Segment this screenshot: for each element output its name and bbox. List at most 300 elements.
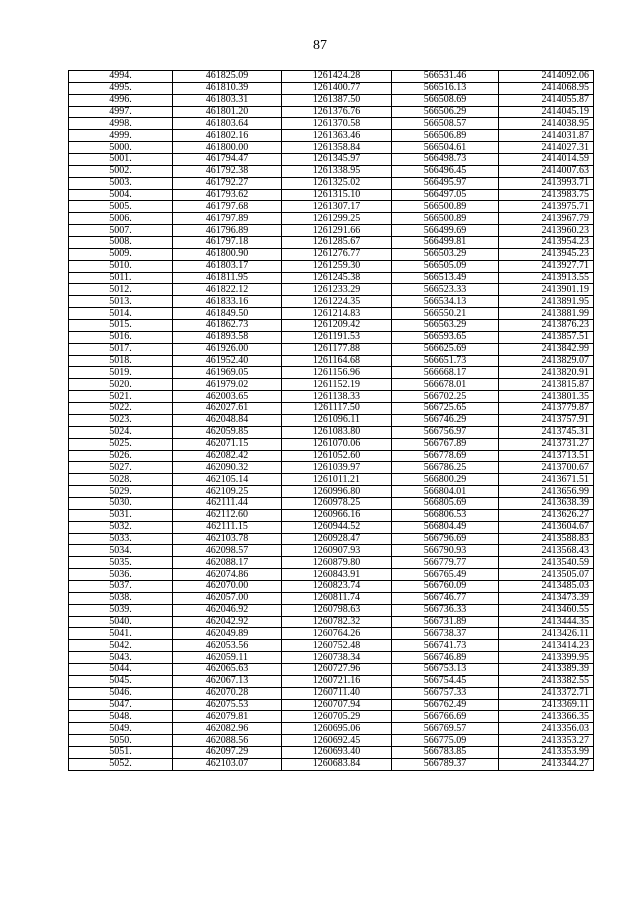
point-number-cell: 5030. xyxy=(69,497,173,509)
point-number-cell: 5027. xyxy=(69,462,173,474)
coordinate-cell: 1260966.16 xyxy=(282,509,392,521)
point-number-cell: 5005. xyxy=(69,201,173,213)
coordinate-cell: 2414045.19 xyxy=(499,106,594,118)
coordinate-cell: 1260693.40 xyxy=(282,746,392,758)
table-row xyxy=(69,106,594,118)
coordinate-cell: 566775.09 xyxy=(392,735,499,747)
coordinate-cell: 566506.29 xyxy=(392,106,499,118)
coordinate-cell: 2413444.35 xyxy=(499,616,594,628)
coordinate-cell: 1261307.17 xyxy=(282,201,392,213)
table-row xyxy=(69,118,594,130)
coordinate-cell: 566800.29 xyxy=(392,474,499,486)
coordinate-cell: 2413671.51 xyxy=(499,474,594,486)
coordinate-cell: 1261177.88 xyxy=(282,343,392,355)
table-row xyxy=(69,557,594,569)
coordinate-cell: 566702.25 xyxy=(392,391,499,403)
coordinate-cell: 2413372.71 xyxy=(499,687,594,699)
point-number-cell: 5009. xyxy=(69,248,173,260)
coordinate-cell: 2413473.39 xyxy=(499,592,594,604)
coordinate-cell: 2413505.07 xyxy=(499,569,594,581)
coordinate-cell: 461822.12 xyxy=(173,284,282,296)
coordinate-cell: 566513.49 xyxy=(392,272,499,284)
coordinate-cell: 566500.89 xyxy=(392,213,499,225)
coordinate-cell: 462111.44 xyxy=(173,497,282,509)
point-number-cell: 5024. xyxy=(69,426,173,438)
coordinate-cell: 461833.16 xyxy=(173,296,282,308)
coordinate-cell: 2413638.39 xyxy=(499,497,594,509)
point-number-cell: 5037. xyxy=(69,580,173,592)
table-row xyxy=(69,403,594,415)
coordinate-cell: 566736.33 xyxy=(392,604,499,616)
point-number-cell: 5045. xyxy=(69,675,173,687)
coordinate-cell: 461811.95 xyxy=(173,272,282,284)
point-number-cell: 5017. xyxy=(69,343,173,355)
point-number-cell: 5035. xyxy=(69,557,173,569)
coordinate-cell: 2413913.55 xyxy=(499,272,594,284)
coordinate-cell: 1260705.29 xyxy=(282,711,392,723)
coordinate-cell: 1261233.29 xyxy=(282,284,392,296)
coordinate-cell: 2413485.03 xyxy=(499,580,594,592)
coordinate-cell: 1261376.76 xyxy=(282,106,392,118)
coordinate-cell: 461797.68 xyxy=(173,201,282,213)
point-number-cell: 5040. xyxy=(69,616,173,628)
point-number-cell: 5025. xyxy=(69,438,173,450)
point-number-cell: 5047. xyxy=(69,699,173,711)
coordinate-cell: 1261387.50 xyxy=(282,94,392,106)
coordinate-cell: 566804.49 xyxy=(392,521,499,533)
point-number-cell: 5028. xyxy=(69,474,173,486)
coordinate-cell: 461952.40 xyxy=(173,355,282,367)
coordinate-cell: 461792.38 xyxy=(173,165,282,177)
point-number-cell: 5020. xyxy=(69,379,173,391)
point-number-cell: 5046. xyxy=(69,687,173,699)
coordinate-cell: 1261338.95 xyxy=(282,165,392,177)
coordinate-cell: 566738.37 xyxy=(392,628,499,640)
point-number-cell: 5004. xyxy=(69,189,173,201)
table-row xyxy=(69,165,594,177)
table-row xyxy=(69,450,594,462)
coordinate-cell: 566508.69 xyxy=(392,94,499,106)
table-row xyxy=(69,296,594,308)
coordinate-cell: 566497.05 xyxy=(392,189,499,201)
coordinate-cell: 566765.49 xyxy=(392,569,499,581)
coordinate-cell: 1260928.47 xyxy=(282,533,392,545)
coordinate-cell: 1260711.40 xyxy=(282,687,392,699)
table-row xyxy=(69,308,594,320)
table-row xyxy=(69,379,594,391)
coordinate-cell: 2413945.23 xyxy=(499,248,594,260)
coordinate-cell: 461793.62 xyxy=(173,189,282,201)
coordinate-cell: 462082.42 xyxy=(173,450,282,462)
coordinate-cell: 566496.45 xyxy=(392,165,499,177)
coordinate-cell: 566778.69 xyxy=(392,450,499,462)
point-number-cell: 5022. xyxy=(69,403,173,415)
coordinate-cell: 1260707.94 xyxy=(282,699,392,711)
coordinates-table xyxy=(68,70,594,771)
coordinate-cell: 566503.29 xyxy=(392,248,499,260)
coordinate-cell: 1260683.84 xyxy=(282,758,392,770)
coordinate-cell: 462112.60 xyxy=(173,509,282,521)
point-number-cell: 5010. xyxy=(69,260,173,272)
coordinate-cell: 462098.57 xyxy=(173,545,282,557)
coordinate-cell: 566746.77 xyxy=(392,592,499,604)
coordinate-cell: 461803.64 xyxy=(173,118,282,130)
coordinate-cell: 462067.13 xyxy=(173,675,282,687)
coordinate-cell: 462059.11 xyxy=(173,652,282,664)
coordinate-cell: 2413820.91 xyxy=(499,367,594,379)
coordinate-cell: 2414055.87 xyxy=(499,94,594,106)
point-number-cell: 5049. xyxy=(69,723,173,735)
point-number-cell: 5012. xyxy=(69,284,173,296)
coordinate-cell: 2413568.43 xyxy=(499,545,594,557)
coordinate-cell: 2413460.55 xyxy=(499,604,594,616)
coordinate-cell: 2413901.19 xyxy=(499,284,594,296)
coordinate-cell: 566762.49 xyxy=(392,699,499,711)
table-row xyxy=(69,260,594,272)
point-number-cell: 5029. xyxy=(69,486,173,498)
coordinate-cell: 566779.77 xyxy=(392,557,499,569)
coordinate-cell: 2414007.63 xyxy=(499,165,594,177)
coordinate-cell: 461794.47 xyxy=(173,154,282,166)
table-row xyxy=(69,711,594,723)
table-row xyxy=(69,177,594,189)
coordinate-cell: 566806.53 xyxy=(392,509,499,521)
coordinate-cell: 462111.15 xyxy=(173,521,282,533)
coordinate-cell: 462059.85 xyxy=(173,426,282,438)
coordinate-cell: 461825.09 xyxy=(173,71,282,83)
coordinate-cell: 2413626.27 xyxy=(499,509,594,521)
coordinate-cell: 2413414.23 xyxy=(499,640,594,652)
coordinate-cell: 566506.89 xyxy=(392,130,499,142)
coordinate-cell: 461801.20 xyxy=(173,106,282,118)
table-row xyxy=(69,628,594,640)
coordinate-cell: 2413927.71 xyxy=(499,260,594,272)
point-number-cell: 5000. xyxy=(69,142,173,154)
table-row xyxy=(69,592,594,604)
table-row xyxy=(69,604,594,616)
point-number-cell: 5048. xyxy=(69,711,173,723)
coordinate-cell: 566516.13 xyxy=(392,82,499,94)
coordinate-cell: 462088.56 xyxy=(173,735,282,747)
coordinate-cell: 2413356.03 xyxy=(499,723,594,735)
coordinate-cell: 2413829.07 xyxy=(499,355,594,367)
coordinate-cell: 566753.13 xyxy=(392,663,499,675)
table-row xyxy=(69,272,594,284)
table-row xyxy=(69,201,594,213)
point-number-cell: 4999. xyxy=(69,130,173,142)
point-number-cell: 5023. xyxy=(69,414,173,426)
coordinate-cell: 462049.89 xyxy=(173,628,282,640)
coordinate-cell: 462082.96 xyxy=(173,723,282,735)
coordinate-cell: 566534.13 xyxy=(392,296,499,308)
coordinate-cell: 1261299.25 xyxy=(282,213,392,225)
coordinate-cell: 566741.73 xyxy=(392,640,499,652)
coordinate-cell: 2413382.55 xyxy=(499,675,594,687)
coordinate-cell: 2413700.67 xyxy=(499,462,594,474)
point-number-cell: 5043. xyxy=(69,652,173,664)
coordinate-cell: 1261214.83 xyxy=(282,308,392,320)
coordinate-cell: 2413426.11 xyxy=(499,628,594,640)
table-row xyxy=(69,94,594,106)
coordinate-cell: 2413993.71 xyxy=(499,177,594,189)
coordinate-cell: 1261245.38 xyxy=(282,272,392,284)
coordinate-cell: 1260944.52 xyxy=(282,521,392,533)
coordinate-cell: 1261011.21 xyxy=(282,474,392,486)
coordinate-cell: 1260721.16 xyxy=(282,675,392,687)
point-number-cell: 5001. xyxy=(69,154,173,166)
point-number-cell: 4994. xyxy=(69,71,173,83)
coordinate-cell: 566499.69 xyxy=(392,225,499,237)
coordinate-cell: 461803.31 xyxy=(173,94,282,106)
coordinate-cell: 566550.21 xyxy=(392,308,499,320)
coordinate-cell: 566760.09 xyxy=(392,580,499,592)
coordinate-cell: 2413891.95 xyxy=(499,296,594,308)
coordinate-cell: 1261152.19 xyxy=(282,379,392,391)
coordinates-table-body xyxy=(69,71,594,771)
coordinate-cell: 566508.57 xyxy=(392,118,499,130)
coordinate-cell: 2413815.87 xyxy=(499,379,594,391)
coordinate-cell: 2413540.59 xyxy=(499,557,594,569)
point-number-cell: 5050. xyxy=(69,735,173,747)
point-number-cell: 5034. xyxy=(69,545,173,557)
coordinate-cell: 566766.69 xyxy=(392,711,499,723)
coordinate-cell: 1261117.50 xyxy=(282,403,392,415)
coordinate-cell: 461926.00 xyxy=(173,343,282,355)
coordinate-cell: 1261083.80 xyxy=(282,426,392,438)
coordinate-cell: 461796.89 xyxy=(173,225,282,237)
coordinate-cell: 1261259.30 xyxy=(282,260,392,272)
table-row xyxy=(69,509,594,521)
point-number-cell: 5036. xyxy=(69,569,173,581)
point-number-cell: 5031. xyxy=(69,509,173,521)
table-row xyxy=(69,237,594,249)
point-number-cell: 5026. xyxy=(69,450,173,462)
table-row xyxy=(69,652,594,664)
coordinate-cell: 1261191.53 xyxy=(282,331,392,343)
point-number-cell: 5016. xyxy=(69,331,173,343)
point-number-cell: 5033. xyxy=(69,533,173,545)
coordinate-cell: 566754.45 xyxy=(392,675,499,687)
coordinate-cell: 2413389.39 xyxy=(499,663,594,675)
coordinate-cell: 1261400.77 xyxy=(282,82,392,94)
coordinate-cell: 2413757.91 xyxy=(499,414,594,426)
coordinate-cell: 462075.53 xyxy=(173,699,282,711)
coordinate-cell: 462053.56 xyxy=(173,640,282,652)
point-number-cell: 5041. xyxy=(69,628,173,640)
coordinate-cell: 1260996.80 xyxy=(282,486,392,498)
table-row xyxy=(69,486,594,498)
coordinate-cell: 566805.69 xyxy=(392,497,499,509)
coordinate-cell: 1260752.48 xyxy=(282,640,392,652)
coordinate-cell: 1260738.34 xyxy=(282,652,392,664)
table-row xyxy=(69,367,594,379)
coordinate-cell: 566678.01 xyxy=(392,379,499,391)
coordinate-cell: 566796.69 xyxy=(392,533,499,545)
table-row xyxy=(69,758,594,770)
coordinate-cell: 1261325.02 xyxy=(282,177,392,189)
table-row xyxy=(69,533,594,545)
coordinate-cell: 566769.57 xyxy=(392,723,499,735)
coordinate-cell: 566505.09 xyxy=(392,260,499,272)
coordinate-cell: 1261039.97 xyxy=(282,462,392,474)
table-row xyxy=(69,331,594,343)
coordinate-cell: 2413604.67 xyxy=(499,521,594,533)
coordinate-cell: 1260692.45 xyxy=(282,735,392,747)
coordinate-cell: 462109.25 xyxy=(173,486,282,498)
coordinate-cell: 1261370.58 xyxy=(282,118,392,130)
coordinate-cell: 566767.89 xyxy=(392,438,499,450)
coordinate-cell: 462048.84 xyxy=(173,414,282,426)
coordinate-cell: 461800.90 xyxy=(173,248,282,260)
coordinate-cell: 2413779.87 xyxy=(499,403,594,415)
coordinate-cell: 1261070.06 xyxy=(282,438,392,450)
coordinate-cell: 2413983.75 xyxy=(499,189,594,201)
coordinate-cell: 2413366.35 xyxy=(499,711,594,723)
coordinate-cell: 1260823.74 xyxy=(282,580,392,592)
coordinate-cell: 1261424.28 xyxy=(282,71,392,83)
coordinate-cell: 2413881.99 xyxy=(499,308,594,320)
coordinate-cell: 1260764.26 xyxy=(282,628,392,640)
coordinate-cell: 461979.02 xyxy=(173,379,282,391)
coordinate-cell: 2414027.31 xyxy=(499,142,594,154)
coordinate-cell: 462103.78 xyxy=(173,533,282,545)
coordinate-cell: 2413369.11 xyxy=(499,699,594,711)
point-number-cell: 4997. xyxy=(69,106,173,118)
table-row xyxy=(69,640,594,652)
point-number-cell: 5006. xyxy=(69,213,173,225)
coordinate-cell: 1261291.66 xyxy=(282,225,392,237)
point-number-cell: 5019. xyxy=(69,367,173,379)
coordinate-cell: 1261052.60 xyxy=(282,450,392,462)
table-row xyxy=(69,687,594,699)
coordinate-cell: 566786.25 xyxy=(392,462,499,474)
coordinate-cell: 1260907.93 xyxy=(282,545,392,557)
coordinate-cell: 462105.14 xyxy=(173,474,282,486)
coordinate-cell: 2413876.23 xyxy=(499,320,594,332)
coordinate-cell: 1261224.35 xyxy=(282,296,392,308)
coordinate-cell: 462065.63 xyxy=(173,663,282,675)
coordinate-cell: 566783.85 xyxy=(392,746,499,758)
coordinate-cell: 566499.81 xyxy=(392,237,499,249)
point-number-cell: 5051. xyxy=(69,746,173,758)
coordinate-cell: 2413745.31 xyxy=(499,426,594,438)
coordinate-cell: 1261345.97 xyxy=(282,154,392,166)
coordinate-cell: 461893.58 xyxy=(173,331,282,343)
coordinate-cell: 566495.97 xyxy=(392,177,499,189)
table-row xyxy=(69,213,594,225)
table-row xyxy=(69,746,594,758)
coordinate-cell: 1260798.63 xyxy=(282,604,392,616)
coordinate-cell: 462097.29 xyxy=(173,746,282,758)
table-row xyxy=(69,343,594,355)
coordinate-cell: 2413967.79 xyxy=(499,213,594,225)
table-row xyxy=(69,154,594,166)
coordinate-cell: 2414068.95 xyxy=(499,82,594,94)
point-number-cell: 5013. xyxy=(69,296,173,308)
coordinate-cell: 462074.86 xyxy=(173,569,282,581)
coordinate-cell: 461862.73 xyxy=(173,320,282,332)
point-number-cell: 5015. xyxy=(69,320,173,332)
coordinate-cell: 2413731.27 xyxy=(499,438,594,450)
coordinate-cell: 566790.93 xyxy=(392,545,499,557)
point-number-cell: 5042. xyxy=(69,640,173,652)
table-row xyxy=(69,474,594,486)
coordinate-cell: 2414014.59 xyxy=(499,154,594,166)
coordinate-cell: 462088.17 xyxy=(173,557,282,569)
coordinate-cell: 1261164.68 xyxy=(282,355,392,367)
coordinate-cell: 1261156.96 xyxy=(282,367,392,379)
coordinate-cell: 462042.92 xyxy=(173,616,282,628)
table-row xyxy=(69,189,594,201)
coordinate-cell: 566531.46 xyxy=(392,71,499,83)
coordinate-cell: 462027.61 xyxy=(173,403,282,415)
table-row xyxy=(69,320,594,332)
coordinate-cell: 566625.69 xyxy=(392,343,499,355)
coordinate-cell: 1260978.25 xyxy=(282,497,392,509)
table-row xyxy=(69,71,594,83)
coordinate-cell: 1260727.96 xyxy=(282,663,392,675)
coordinate-cell: 1261276.77 xyxy=(282,248,392,260)
coordinate-cell: 462057.00 xyxy=(173,592,282,604)
coordinate-cell: 461802.16 xyxy=(173,130,282,142)
coordinate-cell: 2413353.99 xyxy=(499,746,594,758)
coordinate-cell: 2413842.99 xyxy=(499,343,594,355)
coordinate-cell: 2414092.06 xyxy=(499,71,594,83)
coordinate-cell: 462079.81 xyxy=(173,711,282,723)
point-number-cell: 5032. xyxy=(69,521,173,533)
coordinate-cell: 461803.17 xyxy=(173,260,282,272)
coordinate-cell: 462046.92 xyxy=(173,604,282,616)
table-row xyxy=(69,663,594,675)
coordinate-cell: 2413954.23 xyxy=(499,237,594,249)
coordinate-cell: 566563.29 xyxy=(392,320,499,332)
coordinate-cell: 566746.29 xyxy=(392,414,499,426)
table-row xyxy=(69,284,594,296)
point-number-cell: 5052. xyxy=(69,758,173,770)
coordinate-cell: 1261363.46 xyxy=(282,130,392,142)
point-number-cell: 4995. xyxy=(69,82,173,94)
point-number-cell: 5003. xyxy=(69,177,173,189)
coordinate-cell: 2413353.27 xyxy=(499,735,594,747)
coordinate-cell: 1261138.33 xyxy=(282,391,392,403)
table-row xyxy=(69,414,594,426)
coordinate-cell: 566804.01 xyxy=(392,486,499,498)
coordinate-cell: 1260782.32 xyxy=(282,616,392,628)
point-number-cell: 5044. xyxy=(69,663,173,675)
table-row xyxy=(69,438,594,450)
page-number: 87 xyxy=(313,38,327,53)
coordinate-cell: 1261285.67 xyxy=(282,237,392,249)
coordinate-cell: 2414038.95 xyxy=(499,118,594,130)
coordinate-cell: 566523.33 xyxy=(392,284,499,296)
table-row xyxy=(69,426,594,438)
coordinate-cell: 462090.32 xyxy=(173,462,282,474)
coordinate-cell: 2413801.35 xyxy=(499,391,594,403)
coordinate-cell: 1260843.91 xyxy=(282,569,392,581)
coordinate-cell: 1260695.06 xyxy=(282,723,392,735)
coordinate-cell: 566668.17 xyxy=(392,367,499,379)
coordinate-cell: 461797.89 xyxy=(173,213,282,225)
coordinate-cell: 1261096.11 xyxy=(282,414,392,426)
table-row xyxy=(69,355,594,367)
table-row xyxy=(69,569,594,581)
coordinate-cell: 566789.37 xyxy=(392,758,499,770)
table-row xyxy=(69,580,594,592)
table-row xyxy=(69,521,594,533)
table-row xyxy=(69,699,594,711)
coordinate-cell: 2413713.51 xyxy=(499,450,594,462)
coordinate-cell: 566498.73 xyxy=(392,154,499,166)
